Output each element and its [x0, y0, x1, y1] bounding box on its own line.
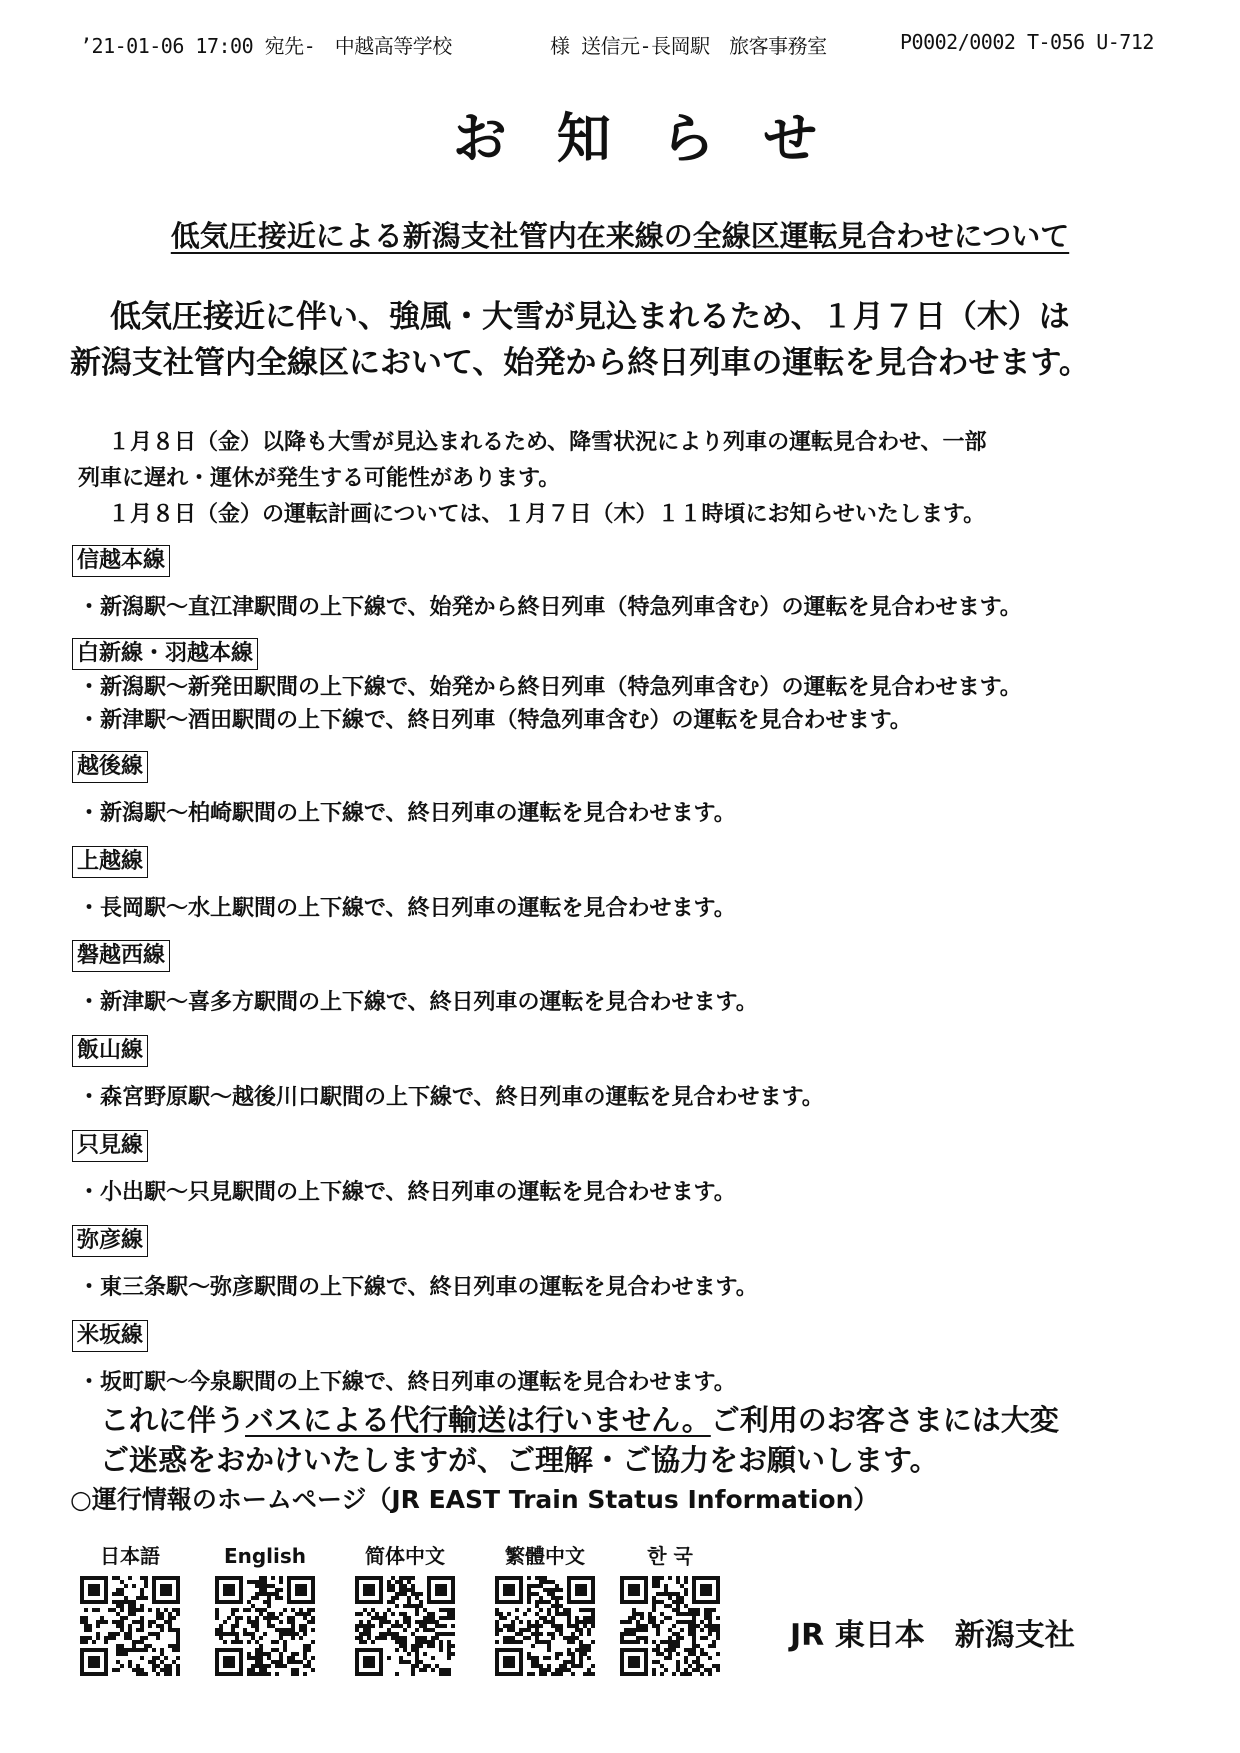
line-heading-iiyama: 飯山線: [72, 1035, 148, 1067]
qr-code-icon[interactable]: [495, 1576, 595, 1676]
qr-code-icon[interactable]: [620, 1576, 720, 1676]
closing-line-1: [100, 1400, 1180, 1440]
notice-line-3: １月８日（金）の運転計画については、１月７日（木）１１時頃にお知らせいたします。: [108, 502, 986, 527]
fax-header: [80, 30, 1180, 60]
line-heading-hakushin-uetsu: 白新線・羽越本線: [72, 638, 258, 670]
lead-line-2: 新潟支社管内全線区において、始発から終日列車の運転を見合わせます。: [70, 345, 1090, 381]
line-item: ・東三条駅～弥彦駅間の上下線で、終日列車の運転を見合わせます。: [78, 1275, 758, 1300]
qr-block-korean[interactable]: [615, 1542, 725, 1680]
notice-paragraph: [78, 425, 1188, 533]
qr-label: 한 국: [647, 1544, 693, 1568]
line-item: ・森宮野原駅～越後川口駅間の上下線で、終日列車の運転を見合わせます。: [78, 1085, 824, 1110]
page-title: お知らせ: [452, 107, 868, 170]
qr-code-icon[interactable]: [215, 1576, 315, 1676]
line-heading-echigo: 越後線: [72, 751, 148, 783]
qr-label: English: [223, 1544, 307, 1568]
lead-statement: [70, 294, 1180, 386]
line-item: ・長岡駅～水上駅間の上下線で、終日列車の運転を見合わせます。: [78, 896, 736, 921]
lead-line-1: 低気圧接近に伴い、強風・大雪が見込まれるため、１月７日（木）は: [110, 299, 1070, 335]
closing-underlined: バスによる代行輸送は行いません。: [245, 1403, 711, 1437]
line-item: ・小出駅～只見駅間の上下線で、終日列車の運転を見合わせます。: [78, 1180, 736, 1205]
line-heading-banetsu-west: 磐越西線: [72, 940, 170, 972]
qr-block-english[interactable]: [210, 1542, 320, 1680]
line-heading-joetsu: 上越線: [72, 846, 148, 878]
qr-label: 繁體中文: [505, 1544, 585, 1568]
closing-prefix: これに伴う: [100, 1403, 246, 1437]
notice-line-2: 列車に遅れ・運休が発生する可能性があります。: [78, 466, 561, 491]
line-heading-yahiko: 弥彦線: [72, 1225, 148, 1257]
closing-statement: [100, 1400, 1180, 1480]
line-item: ・新潟駅～新発田駅間の上下線で、始発から終日列車（特急列車含む）の運転を見合わせます。: [78, 675, 1022, 700]
line-item: ・新潟駅～柏崎駅間の上下線で、終日列車の運転を見合わせます。: [78, 801, 736, 826]
notice-line-1: １月８日（金）以降も大雪が見込まれるため、降雪状況により列車の運転見合わせ、一部: [108, 430, 987, 455]
line-heading-tadami: 只見線: [72, 1130, 148, 1162]
qr-label: 日本語: [100, 1544, 160, 1568]
closing-suffix: ご利用のお客さまには大変: [710, 1403, 1059, 1437]
qr-block-japanese[interactable]: [75, 1542, 185, 1680]
fax-sender: 様 送信元-長岡駅 旅客事務室: [550, 34, 827, 58]
notice-subtitle: 低気圧接近による新潟支社管内在来線の全線区運転見合わせについて: [170, 219, 1070, 253]
line-item: ・新津駅～酒田駅間の上下線で、終日列車（特急列車含む）の運転を見合わせます。: [78, 708, 912, 733]
line-item: ・新津駅～喜多方駅間の上下線で、終日列車の運転を見合わせます。: [78, 990, 758, 1015]
closing-line-2: ご迷惑をおかけいたしますが、ご理解・ご協力をお願いします。: [100, 1443, 939, 1477]
qr-block-simplified-chinese[interactable]: [350, 1542, 460, 1680]
qr-code-icon[interactable]: [355, 1576, 455, 1676]
line-heading-yonesaka: 米坂線: [72, 1320, 148, 1352]
signature: JR 東日本 新潟支社: [790, 1618, 1075, 1653]
qr-label: 简体中文: [365, 1544, 445, 1568]
qr-code-icon[interactable]: [80, 1576, 180, 1676]
line-item: ・新潟駅～直江津駅間の上下線で、始発から終日列車（特急列車含む）の運転を見合わせます。: [78, 595, 1022, 620]
qr-block-traditional-chinese[interactable]: [490, 1542, 600, 1680]
fax-page-info: P0002/0002 T-056 U-712: [900, 30, 1154, 54]
fax-date-recipient: ’21-01-06 17:00 宛先- 中越高等学校: [80, 34, 452, 58]
line-item: ・坂町駅～今泉駅間の上下線で、終日列車の運転を見合わせます。: [78, 1370, 736, 1395]
homepage-label: ○運行情報のホームページ（JR EAST Train Status Information）: [70, 1485, 879, 1514]
line-heading-shinetsu: 信越本線: [72, 545, 170, 577]
